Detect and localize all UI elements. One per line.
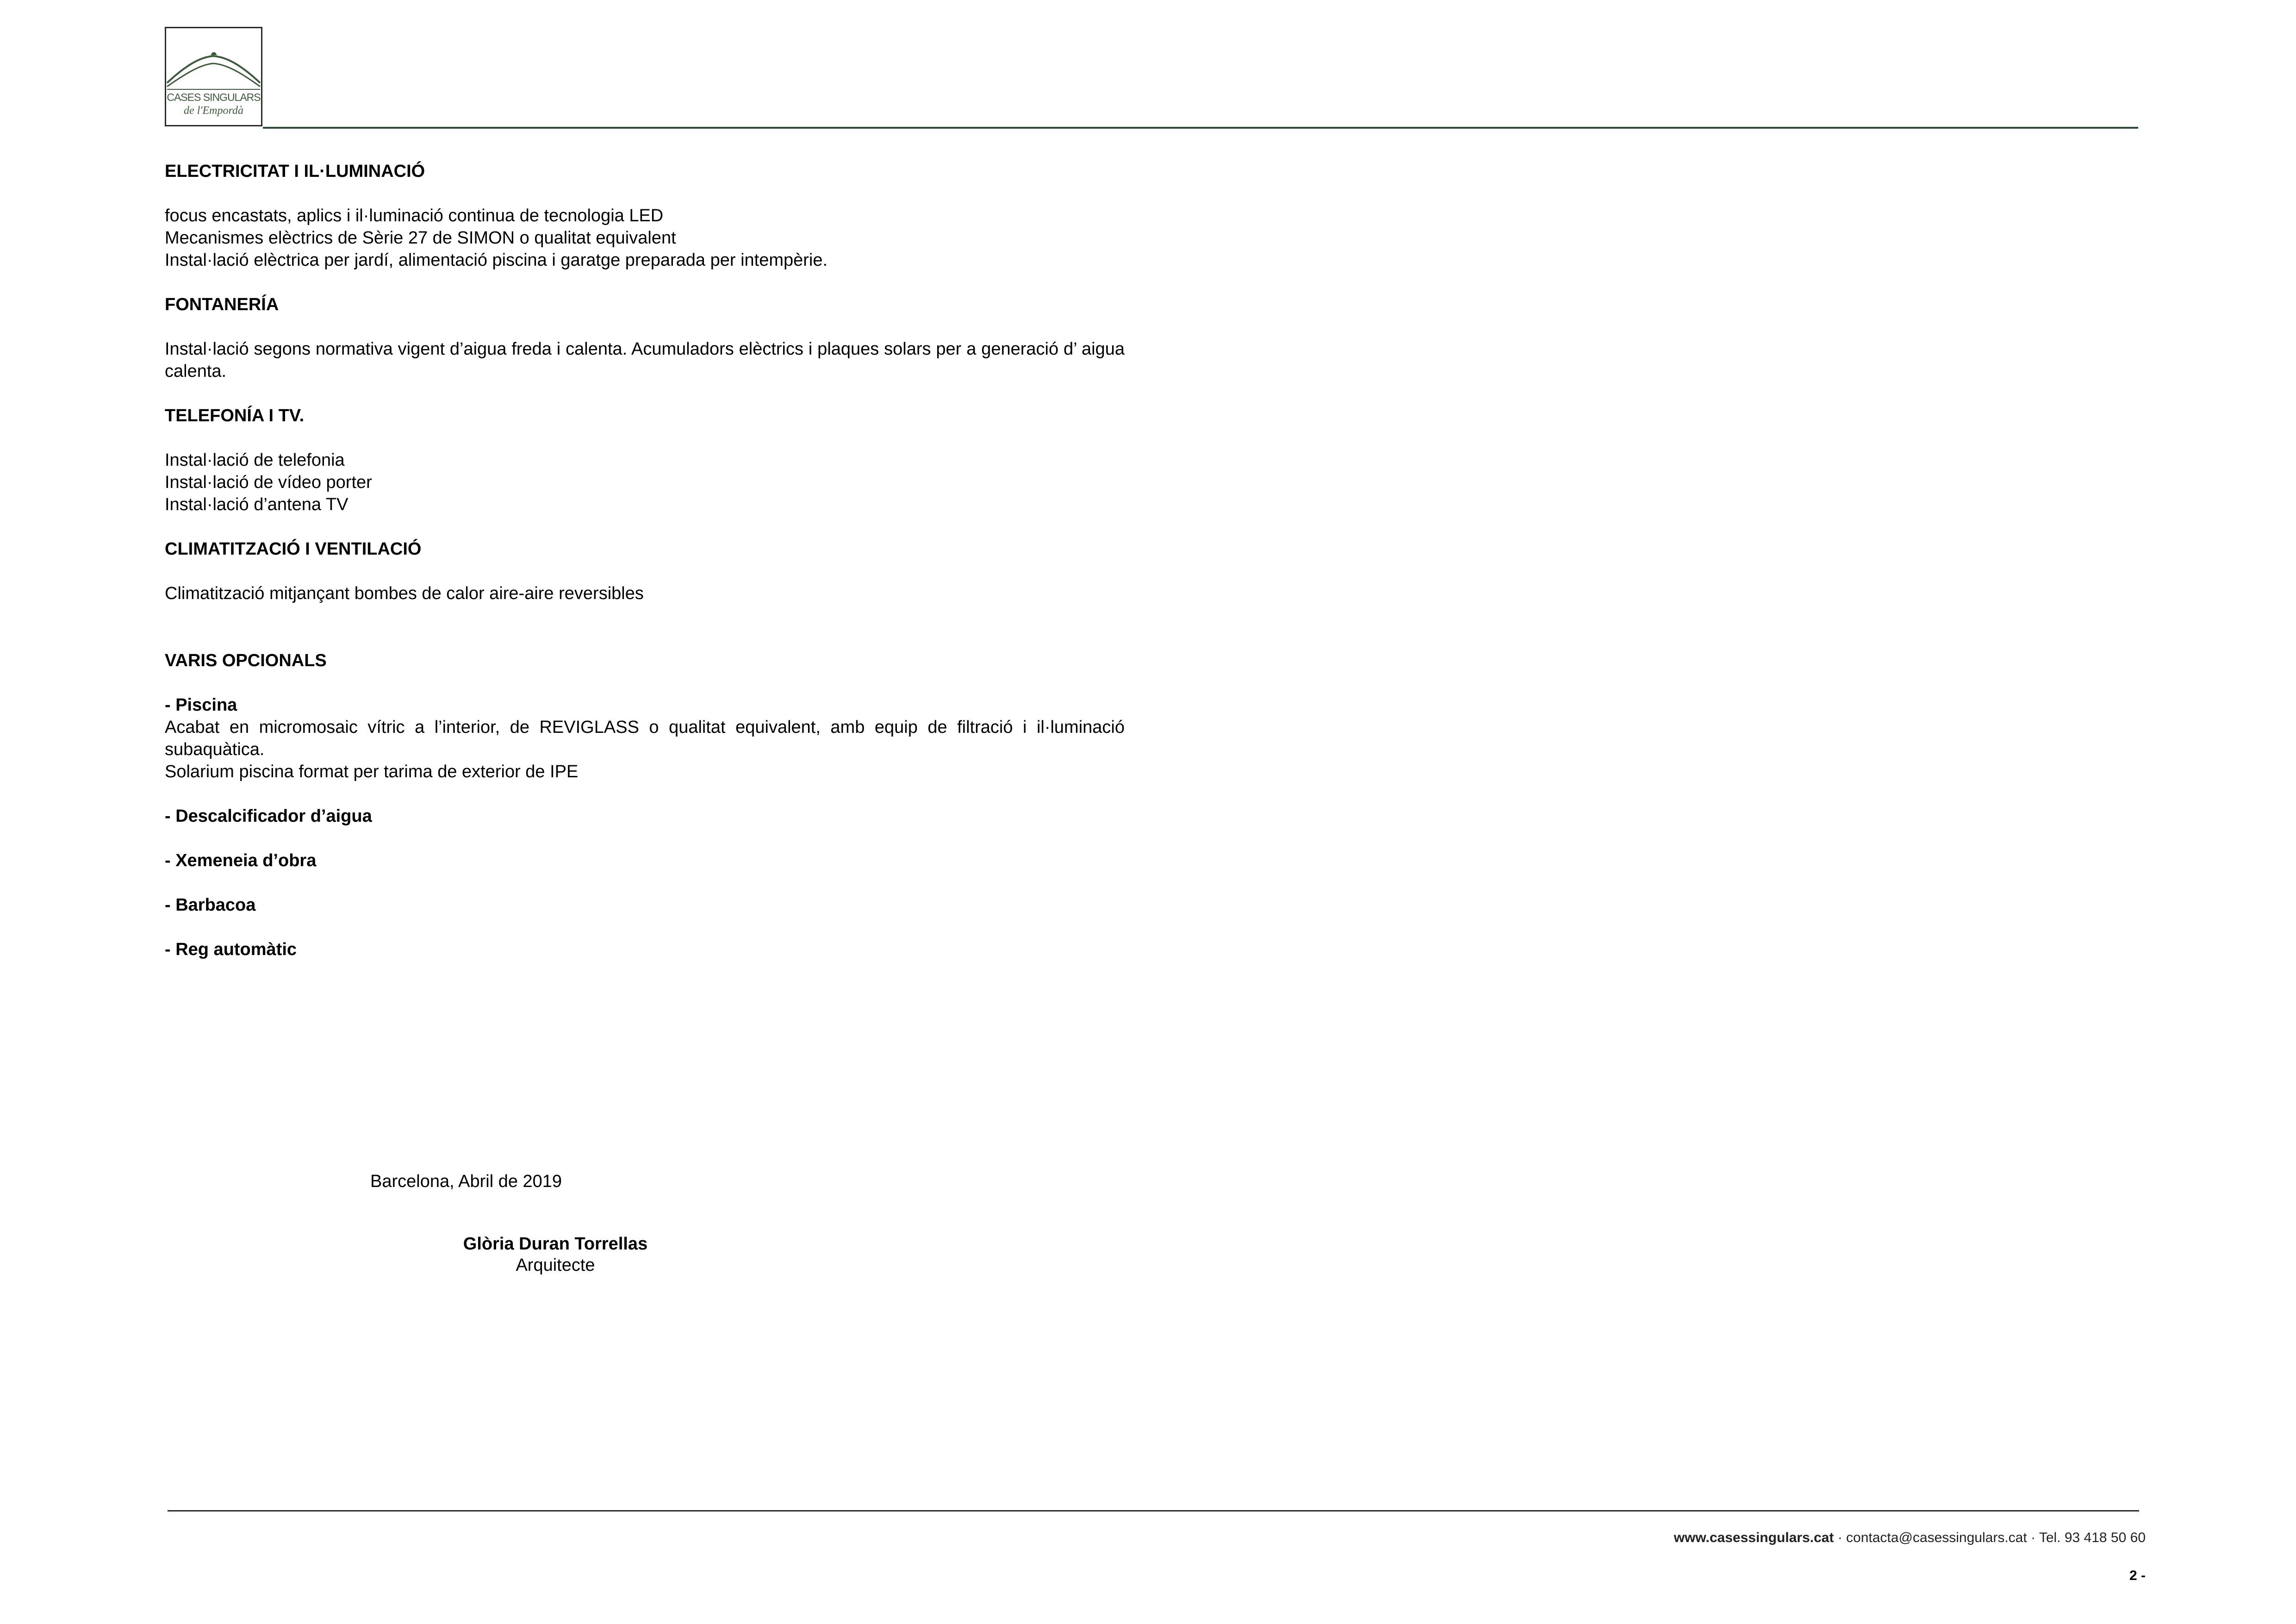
company-logo: [165, 27, 262, 126]
item-piscina-title: - Piscina: [165, 695, 237, 715]
item-barbacoa: - Barbacoa: [165, 895, 256, 915]
logo-text-line2: de l'Empordà: [184, 105, 243, 117]
item-xemeneia: - Xemeneia d’obra: [165, 851, 317, 870]
logo-text-line1: CASES SINGULARS: [167, 91, 261, 103]
footer-email-link[interactable]: contacta@casessingulars.cat: [1846, 1530, 2027, 1545]
piscina-text: Acabat en micromosaic vítric a l’interior, de REVIGLASS o qualitat equivalent, amb equip de filtració i il·luminació subaquàtica.: [165, 718, 1125, 759]
heading-electricitat: ELECTRICITAT I IL·LUMINACIÓ: [165, 162, 425, 181]
fontaneria-text: Instal·lació segons normativa vigent d’aigua freda i calenta. Acumuladors elèctrics i plaques solars per a generació d’ aigua calenta.: [165, 339, 1125, 381]
climatitzacio-text: Climatització mitjançant bombes de calor aire-aire reversibles: [165, 584, 644, 603]
footer-separator-1: ·: [1834, 1530, 1847, 1545]
page-number: 2 -: [2129, 1568, 2146, 1583]
place-date: Barcelona, Abril de 2019: [370, 1172, 562, 1191]
heading-fontaneria: FONTANERÍA: [165, 295, 279, 314]
piscina-solarium: Solarium piscina format per tarima de exterior de IPE: [165, 762, 579, 781]
footer-separator-2: ·: [2027, 1530, 2039, 1545]
electricitat-line-1: focus encastats, aplics i il·luminació continua de tecnologia LED: [165, 206, 664, 225]
electricitat-line-2: Mecanismes elèctrics de Sèrie 27 de SIMON o qualitat equivalent: [165, 228, 676, 248]
telefonia-line-2: Instal·lació de vídeo porter: [165, 473, 372, 492]
document-body: [165, 160, 1125, 961]
footer-divider: [168, 1510, 2139, 1512]
header-divider: [263, 127, 2138, 129]
heading-telefonia: TELEFONÍA I TV.: [165, 406, 305, 425]
item-descalcificador: - Descalcificador d’aigua: [165, 806, 372, 826]
telefonia-line-3: Instal·lació d’antena TV: [165, 495, 348, 514]
footer-website-link[interactable]: www.casessingulars.cat: [1674, 1530, 1834, 1545]
heading-varis-opcionals: VARIS OPCIONALS: [165, 651, 327, 670]
footer-phone: Tel. 93 418 50 60: [2039, 1530, 2146, 1545]
telefonia-line-1: Instal·lació de telefonia: [165, 450, 345, 470]
signature-block: [370, 1233, 740, 1276]
signer-name: Glòria Duran Torrellas: [463, 1234, 648, 1254]
footer-contact: [1674, 1529, 2146, 1547]
electricitat-line-3: Instal·lació elèctrica per jardí, alimentació piscina i garatge preparada per intempèrie.: [165, 250, 828, 270]
item-reg-automatic: - Reg automàtic: [165, 940, 297, 959]
heading-climatitzacio: CLIMATITZACIÓ I VENTILACIÓ: [165, 539, 422, 559]
signer-title: Arquitecte: [516, 1255, 595, 1275]
